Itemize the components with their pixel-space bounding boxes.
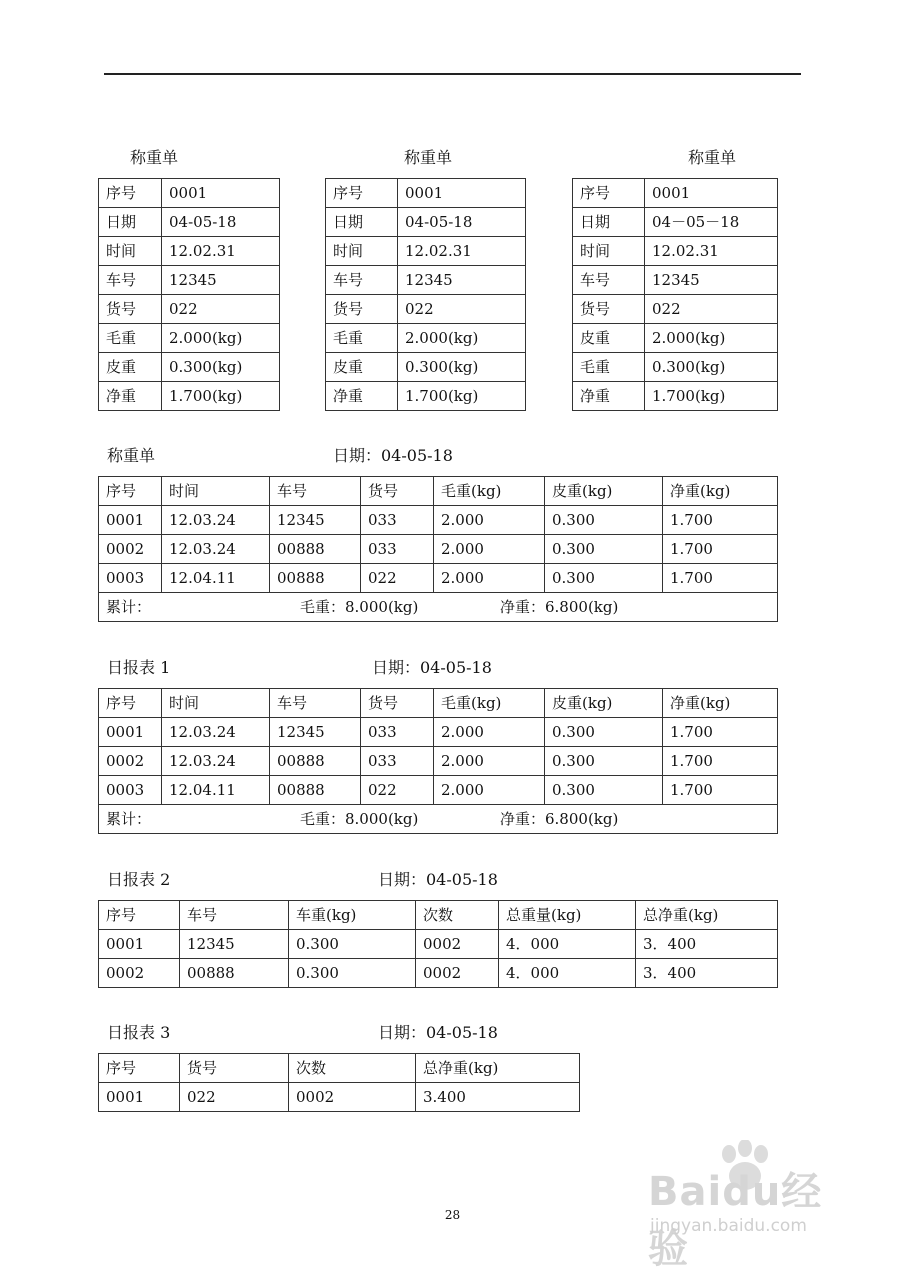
page-number: 28 [444,1208,461,1222]
daily-report-3-table [98,1053,580,1112]
field-value: 1.700(kg) [398,382,526,411]
table-cell: 12345 [180,930,289,959]
table-cell: 1.700 [663,776,778,805]
table-cell: 0001 [99,718,162,747]
table-row [99,237,280,266]
column-header: 序号 [99,901,180,930]
table-row [99,295,280,324]
table-row [99,959,778,988]
table-cell: 12345 [270,718,361,747]
column-header: 货号 [361,689,434,718]
field-value: 0.300(kg) [398,353,526,382]
table-cell: 033 [361,506,434,535]
field-value: 2.000(kg) [645,324,778,353]
table-cell: 0002 [99,535,162,564]
header-row [99,477,778,506]
table-row [326,295,526,324]
table-cell: 0002 [416,930,499,959]
table-cell: 2.000 [434,535,545,564]
table-row [573,295,778,324]
table-cell: 12.04.11 [162,564,270,593]
column-header: 皮重(kg) [545,477,663,506]
field-value: 1.700(kg) [645,382,778,411]
daily-report-2-title: 日报表 2 [107,870,171,889]
table-row [99,506,778,535]
field-value: 022 [398,295,526,324]
table-row [99,266,280,295]
table-cell: 0.300 [545,564,663,593]
table-row [99,747,778,776]
table-row [99,564,778,593]
table-row [99,1083,580,1112]
ticket-3-title: 称重单 [688,148,737,167]
ticket-1-table [98,178,280,411]
field-value: 0001 [398,179,526,208]
table-row [99,776,778,805]
column-header: 净重(kg) [663,477,778,506]
table-cell: 2.000 [434,776,545,805]
field-value: 0001 [162,179,280,208]
table-cell: 2.000 [434,747,545,776]
table-row [573,237,778,266]
field-label: 日期 [573,208,645,237]
field-label: 车号 [573,266,645,295]
table-cell: 0.300 [545,535,663,564]
table-cell: 0001 [99,506,162,535]
table-row [326,353,526,382]
field-label: 时间 [99,237,162,266]
header-row [99,901,778,930]
table-cell: 3．400 [636,930,778,959]
table-cell: 033 [361,718,434,747]
table-cell: 00888 [270,535,361,564]
field-value: 0001 [645,179,778,208]
field-label: 序号 [326,179,398,208]
column-header: 总重量(kg) [499,901,636,930]
table-cell: 0.300 [545,747,663,776]
column-header: 车号 [270,689,361,718]
column-header: 车重(kg) [289,901,416,930]
field-label: 序号 [99,179,162,208]
field-label: 车号 [326,266,398,295]
column-header: 次数 [289,1054,416,1083]
daily-report-3-date: 日期：04-05-18 [378,1023,498,1042]
table-cell: 0.300 [289,959,416,988]
field-label: 净重 [99,382,162,411]
table-cell: 033 [361,747,434,776]
field-label: 皮重 [99,353,162,382]
table-row [326,324,526,353]
field-value: 12345 [398,266,526,295]
table-row [573,179,778,208]
daily-report-2-table [98,900,778,988]
field-label: 车号 [99,266,162,295]
field-label: 净重 [573,382,645,411]
table-row [99,324,280,353]
field-value: 12.02.31 [398,237,526,266]
total-cell [99,593,778,622]
field-value: 1.700(kg) [162,382,280,411]
column-header: 车号 [270,477,361,506]
table-row [326,208,526,237]
table-row [99,208,280,237]
table-cell: 12.04.11 [162,776,270,805]
field-value: 12345 [645,266,778,295]
field-value: 12345 [162,266,280,295]
column-header: 总净重(kg) [416,1054,580,1083]
table-row [99,930,778,959]
table-cell: 0001 [99,1083,180,1112]
table-cell: 0003 [99,776,162,805]
field-value: 0.300(kg) [162,353,280,382]
watermark [640,1140,850,1272]
total-gross: 毛重：8.000(kg) [300,598,419,616]
field-value: 2.000(kg) [398,324,526,353]
table-cell: 1.700 [663,506,778,535]
table-row [99,382,280,411]
column-header: 毛重(kg) [434,477,545,506]
table-cell: 00888 [270,564,361,593]
header-row [99,689,778,718]
table-cell: 022 [361,564,434,593]
table-cell: 12.03.24 [162,747,270,776]
column-header: 次数 [416,901,499,930]
header-rule [104,73,801,75]
field-value: 022 [645,295,778,324]
table-row [326,382,526,411]
table-cell: 0.300 [545,718,663,747]
column-header: 时间 [162,689,270,718]
table-row [573,382,778,411]
watermark-brand: Baidu经验 [648,1169,823,1272]
column-header: 净重(kg) [663,689,778,718]
table-cell: 0.300 [545,506,663,535]
header-row [99,1054,580,1083]
daily-report-1-title: 日报表 1 [107,658,171,677]
field-label: 毛重 [573,353,645,382]
table-cell: 4．000 [499,959,636,988]
table-row [99,353,280,382]
field-label: 日期 [326,208,398,237]
table-cell: 1.700 [663,718,778,747]
table-row [326,266,526,295]
table-cell: 0002 [99,747,162,776]
table-cell: 033 [361,535,434,564]
field-label: 货号 [326,295,398,324]
table-row [99,179,280,208]
column-header: 货号 [361,477,434,506]
daily-report-2-date: 日期：04-05-18 [378,870,498,889]
table-row [573,208,778,237]
daily-report-1-date: 日期：04-05-18 [372,658,492,677]
table-cell: 0002 [99,959,180,988]
table-cell: 2.000 [434,718,545,747]
total-cell [99,805,778,834]
table-row [573,353,778,382]
table-cell: 1.700 [663,564,778,593]
ticket-2-title: 称重单 [404,148,453,167]
total-net: 净重：6.800(kg) [500,810,619,828]
field-label: 毛重 [326,324,398,353]
column-header: 序号 [99,689,162,718]
field-label: 货号 [99,295,162,324]
table-cell: 0001 [99,930,180,959]
list-ticket-date: 日期：04-05-18 [333,446,453,465]
field-value: 04-05-18 [398,208,526,237]
field-label: 货号 [573,295,645,324]
table-cell: 4．000 [499,930,636,959]
field-label: 日期 [99,208,162,237]
field-label: 净重 [326,382,398,411]
column-header: 车号 [180,901,289,930]
column-header: 序号 [99,1054,180,1083]
field-value: 12.02.31 [645,237,778,266]
ticket-2-table [325,178,526,411]
column-header: 总净重(kg) [636,901,778,930]
daily-report-1-table [98,688,778,834]
table-cell: 12.03.24 [162,718,270,747]
table-cell: 00888 [180,959,289,988]
field-value: 04－05－18 [645,208,778,237]
total-label: 累计： [106,810,152,828]
total-label: 累计： [106,598,152,616]
list-ticket-title: 称重单 [107,446,156,465]
column-header: 毛重(kg) [434,689,545,718]
field-value: 2.000(kg) [162,324,280,353]
list-ticket-table [98,476,778,622]
table-row [99,718,778,747]
table-cell: 0.300 [545,776,663,805]
total-gross: 毛重：8.000(kg) [300,810,419,828]
table-cell: 3．400 [636,959,778,988]
table-cell: 12.03.24 [162,506,270,535]
table-row [326,237,526,266]
table-cell: 1.700 [663,747,778,776]
field-value: 12.02.31 [162,237,280,266]
column-header: 序号 [99,477,162,506]
total-row [99,593,778,622]
table-row [99,535,778,564]
column-header: 货号 [180,1054,289,1083]
total-net: 净重：6.800(kg) [500,598,619,616]
field-label: 毛重 [99,324,162,353]
daily-report-3-title: 日报表 3 [107,1023,171,1042]
field-value: 0.300(kg) [645,353,778,382]
table-row [573,266,778,295]
table-cell: 0003 [99,564,162,593]
field-label: 时间 [573,237,645,266]
table-cell: 00888 [270,747,361,776]
table-cell: 0.300 [289,930,416,959]
table-cell: 022 [361,776,434,805]
table-cell: 2.000 [434,564,545,593]
field-label: 皮重 [326,353,398,382]
column-header: 时间 [162,477,270,506]
field-label: 皮重 [573,324,645,353]
watermark-url: jingyan.baidu.com [650,1216,807,1236]
table-cell: 12345 [270,506,361,535]
table-cell: 3.400 [416,1083,580,1112]
table-cell: 0002 [289,1083,416,1112]
table-cell: 00888 [270,776,361,805]
ticket-3-table [572,178,778,411]
table-cell: 022 [180,1083,289,1112]
ticket-1-title: 称重单 [130,148,179,167]
field-value: 022 [162,295,280,324]
table-cell: 2.000 [434,506,545,535]
table-cell: 1.700 [663,535,778,564]
table-cell: 0002 [416,959,499,988]
table-row [326,179,526,208]
column-header: 皮重(kg) [545,689,663,718]
field-label: 时间 [326,237,398,266]
total-row [99,805,778,834]
field-label: 序号 [573,179,645,208]
field-value: 04-05-18 [162,208,280,237]
table-row [573,324,778,353]
table-cell: 12.03.24 [162,535,270,564]
